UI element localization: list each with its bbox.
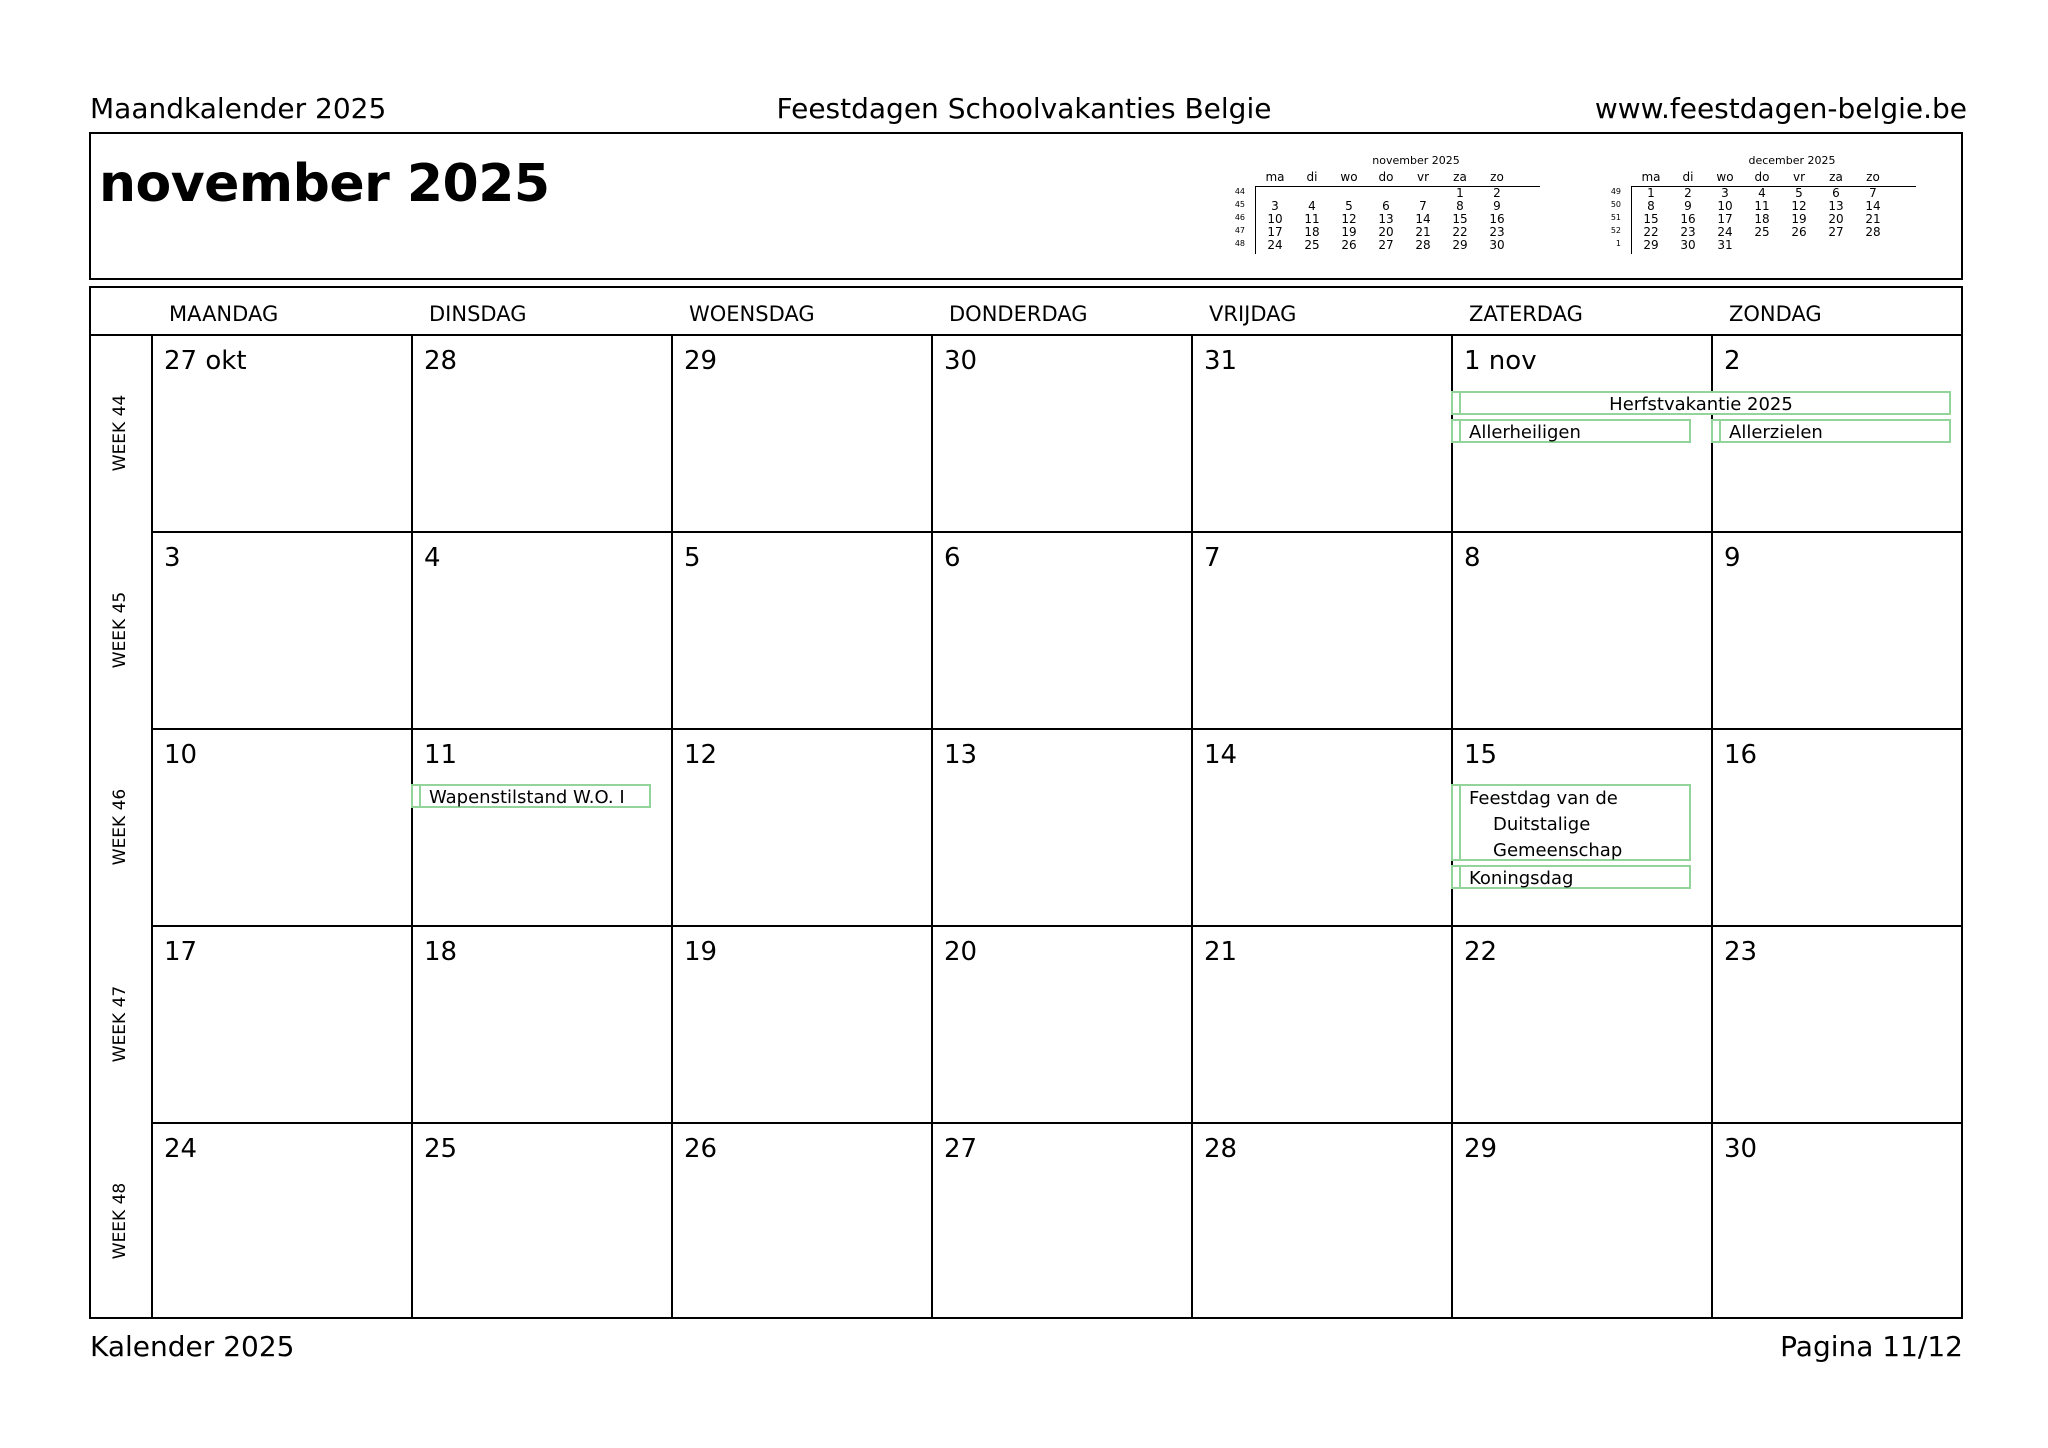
- event-feestdag-duitstalige-gemeenschap[interactable]: [1451, 784, 1691, 861]
- mini-weekday: ma: [1265, 170, 1285, 184]
- mini-day: 18: [1304, 225, 1320, 239]
- day-number[interactable]: 13: [944, 740, 978, 770]
- day-number[interactable]: 7: [1204, 543, 1221, 573]
- event-label-line: Feestdag van de: [1469, 788, 1618, 809]
- day-number[interactable]: 25: [424, 1134, 458, 1164]
- mini-day: 28: [1415, 238, 1431, 252]
- page-title: november 2025: [99, 154, 550, 214]
- day-number[interactable]: 27 okt: [164, 346, 247, 376]
- mini-week-number: 1: [1615, 239, 1621, 248]
- mini-day: 5: [1345, 199, 1353, 213]
- day-number[interactable]: 18: [424, 937, 458, 967]
- mini-day: 20: [1828, 212, 1844, 226]
- mini-day: 3: [1721, 186, 1729, 200]
- mini-day: 14: [1415, 212, 1431, 226]
- day-header-dinsdag: DINSDAG: [429, 302, 527, 326]
- week-label: WEEK 47: [110, 985, 130, 1062]
- column-divider: [671, 334, 673, 1317]
- mini-day: 20: [1378, 225, 1394, 239]
- event-marker: [419, 786, 421, 806]
- mini-week-number: 46: [1234, 213, 1245, 222]
- column-divider: [151, 334, 153, 1317]
- day-number[interactable]: 28: [424, 346, 458, 376]
- day-number[interactable]: 30: [1724, 1134, 1758, 1164]
- day-number[interactable]: 5: [684, 543, 701, 573]
- day-number[interactable]: 1 nov: [1464, 346, 1537, 376]
- event-label: Allerzielen: [1729, 422, 1823, 443]
- mini-day: 16: [1680, 212, 1696, 226]
- mini-day: 3: [1271, 199, 1279, 213]
- week-label: WEEK 45: [110, 591, 130, 668]
- footer-left: Kalender 2025: [90, 1330, 295, 1363]
- mini-weekday: wo: [1340, 170, 1358, 184]
- day-number[interactable]: 24: [164, 1134, 198, 1164]
- day-header-maandag: MAANDAG: [169, 302, 279, 326]
- event-label: Koningsdag: [1469, 868, 1574, 889]
- mini-calendar-december: [1597, 154, 1897, 274]
- event-marker: [1459, 867, 1461, 887]
- event-label: Herfstvakantie 2025: [1609, 394, 1793, 415]
- event-koningsdag[interactable]: [1451, 865, 1691, 889]
- mini-day: 13: [1828, 199, 1844, 213]
- day-number[interactable]: 26: [684, 1134, 718, 1164]
- row-divider: [151, 1122, 1961, 1124]
- mini-day: 27: [1828, 225, 1844, 239]
- mini-day: 4: [1758, 186, 1766, 200]
- event-label-line: Gemeenschap: [1493, 840, 1623, 861]
- mini-day: 24: [1717, 225, 1733, 239]
- mini-day: 1: [1456, 186, 1464, 200]
- column-divider: [1191, 334, 1193, 1317]
- event-marker: [1459, 786, 1461, 859]
- day-number[interactable]: 20: [944, 937, 978, 967]
- day-number[interactable]: 12: [684, 740, 718, 770]
- day-number[interactable]: 3: [164, 543, 181, 573]
- column-divider: [1711, 334, 1713, 1317]
- day-header-woensdag: WOENSDAG: [689, 302, 815, 326]
- page-number: Pagina 11/12: [1780, 1330, 1963, 1363]
- mini-day: 15: [1452, 212, 1468, 226]
- mini-day: 31: [1717, 238, 1733, 252]
- mini-day: 21: [1865, 212, 1881, 226]
- mini-day: 9: [1493, 199, 1501, 213]
- day-number[interactable]: 11: [424, 740, 458, 770]
- mini-week-number: 44: [1234, 187, 1245, 196]
- mini-day: 21: [1415, 225, 1431, 239]
- mini-day: 10: [1717, 199, 1733, 213]
- mini-day: 7: [1419, 199, 1427, 213]
- mini-week-number: 45: [1234, 200, 1245, 209]
- mini-day: 2: [1684, 186, 1692, 200]
- day-number[interactable]: 23: [1724, 937, 1758, 967]
- mini-day: 30: [1489, 238, 1505, 252]
- mini-day: 10: [1267, 212, 1283, 226]
- mini-week-number: 52: [1610, 226, 1621, 235]
- mini-day: 8: [1647, 199, 1655, 213]
- mini-divider: [1255, 186, 1256, 254]
- mini-week-number: 47: [1234, 226, 1245, 235]
- mini-day: 5: [1795, 186, 1803, 200]
- event-marker: [1719, 421, 1721, 441]
- mini-calendar-title: december 2025: [1748, 154, 1836, 167]
- mini-day: 30: [1680, 238, 1696, 252]
- event-allerheiligen[interactable]: [1451, 419, 1691, 443]
- day-number[interactable]: 4: [424, 543, 441, 573]
- day-number[interactable]: 22: [1464, 937, 1498, 967]
- mini-weekday: za: [1453, 170, 1467, 184]
- day-number[interactable]: 2: [1724, 346, 1741, 376]
- event-label: Allerheiligen: [1469, 422, 1581, 443]
- mini-day: 11: [1304, 212, 1320, 226]
- mini-day: 15: [1643, 212, 1659, 226]
- day-number[interactable]: 16: [1724, 740, 1758, 770]
- event-label-line: Duitstalige: [1493, 814, 1591, 835]
- day-number[interactable]: 29: [684, 346, 718, 376]
- mini-day: 28: [1865, 225, 1881, 239]
- mini-weekday: za: [1829, 170, 1843, 184]
- column-divider: [931, 334, 933, 1317]
- mini-weekday: vr: [1792, 170, 1806, 184]
- mini-day: 19: [1791, 212, 1807, 226]
- mini-weekday: wo: [1716, 170, 1734, 184]
- mini-day: 26: [1341, 238, 1357, 252]
- day-header-zaterdag: ZATERDAG: [1469, 302, 1583, 326]
- mini-week-number: 50: [1610, 200, 1621, 209]
- mini-weekday: vr: [1416, 170, 1430, 184]
- mini-day: 17: [1717, 212, 1733, 226]
- mini-day: 26: [1791, 225, 1807, 239]
- mini-weekday: zo: [1490, 170, 1504, 184]
- mini-week-number: 49: [1610, 187, 1621, 196]
- row-divider: [151, 925, 1961, 927]
- mini-day: 23: [1489, 225, 1505, 239]
- week-label: WEEK 48: [110, 1182, 130, 1259]
- mini-day: 19: [1341, 225, 1357, 239]
- day-number[interactable]: 17: [164, 937, 198, 967]
- day-header-zondag: ZONDAG: [1729, 302, 1822, 326]
- mini-day: 12: [1341, 212, 1357, 226]
- row-divider: [151, 728, 1961, 730]
- mini-day: 22: [1643, 225, 1659, 239]
- mini-week-number: 48: [1234, 239, 1245, 248]
- day-number[interactable]: 30: [944, 346, 978, 376]
- day-number[interactable]: 9: [1724, 543, 1741, 573]
- header-center: Feestdagen Schoolvakanties Belgie: [776, 92, 1272, 125]
- day-number[interactable]: 19: [684, 937, 718, 967]
- day-number[interactable]: 10: [164, 740, 198, 770]
- column-divider: [411, 334, 413, 1317]
- mini-day: 25: [1754, 225, 1770, 239]
- mini-day: 4: [1308, 199, 1316, 213]
- day-number[interactable]: 29: [1464, 1134, 1498, 1164]
- day-header-vrijdag: VRIJDAG: [1209, 302, 1297, 326]
- day-number[interactable]: 28: [1204, 1134, 1238, 1164]
- header-website[interactable]: www.feestdagen-belgie.be: [1594, 92, 1967, 125]
- day-number[interactable]: 6: [944, 543, 961, 573]
- event-label: Wapenstilstand W.O. I: [429, 787, 625, 808]
- mini-day: 27: [1378, 238, 1394, 252]
- week-label: WEEK 46: [110, 788, 130, 865]
- mini-day: 29: [1452, 238, 1468, 252]
- mini-weekday: di: [1306, 170, 1318, 184]
- event-wapenstilstand[interactable]: [411, 784, 651, 808]
- mini-day: 29: [1643, 238, 1659, 252]
- row-divider: [151, 531, 1961, 533]
- mini-day: 7: [1869, 186, 1877, 200]
- day-number[interactable]: 8: [1464, 543, 1481, 573]
- day-header-donderdag: DONDERDAG: [949, 302, 1088, 326]
- mini-day: 14: [1865, 199, 1881, 213]
- mini-day: 25: [1304, 238, 1320, 252]
- mini-day: 8: [1456, 199, 1464, 213]
- title-box: [89, 132, 1963, 280]
- mini-day: 6: [1832, 186, 1840, 200]
- event-allerzielen[interactable]: [1711, 419, 1951, 443]
- event-label: [1469, 786, 1622, 864]
- mini-weekday: ma: [1641, 170, 1661, 184]
- mini-day: 13: [1378, 212, 1394, 226]
- mini-weekday: di: [1682, 170, 1694, 184]
- mini-day: 11: [1754, 199, 1770, 213]
- day-number[interactable]: 15: [1464, 740, 1498, 770]
- month-grid: [89, 286, 1963, 1319]
- header-divider: [91, 334, 1961, 336]
- mini-week-number: 51: [1610, 213, 1621, 222]
- mini-day: 22: [1452, 225, 1468, 239]
- mini-weekday: do: [1754, 170, 1770, 184]
- mini-day: 24: [1267, 238, 1283, 252]
- day-number[interactable]: 27: [944, 1134, 978, 1164]
- mini-day: 18: [1754, 212, 1770, 226]
- mini-calendar-title: november 2025: [1372, 154, 1460, 167]
- day-number[interactable]: 14: [1204, 740, 1238, 770]
- mini-day: 17: [1267, 225, 1283, 239]
- mini-divider: [1631, 186, 1632, 254]
- day-number[interactable]: 31: [1204, 346, 1238, 376]
- event-herfstvakantie[interactable]: [1451, 391, 1951, 415]
- mini-day: 23: [1680, 225, 1696, 239]
- mini-day: 2: [1493, 186, 1501, 200]
- mini-weekday: zo: [1866, 170, 1880, 184]
- day-number[interactable]: 21: [1204, 937, 1238, 967]
- mini-day: 9: [1684, 199, 1692, 213]
- header-left: Maandkalender 2025: [90, 92, 387, 125]
- mini-weekday: do: [1378, 170, 1394, 184]
- mini-day: 6: [1382, 199, 1390, 213]
- mini-calendar-november: [1221, 154, 1521, 274]
- event-marker: [1459, 421, 1461, 441]
- mini-day: 1: [1647, 186, 1655, 200]
- mini-day: 12: [1791, 199, 1807, 213]
- mini-day: 16: [1489, 212, 1505, 226]
- week-label: WEEK 44: [110, 394, 130, 471]
